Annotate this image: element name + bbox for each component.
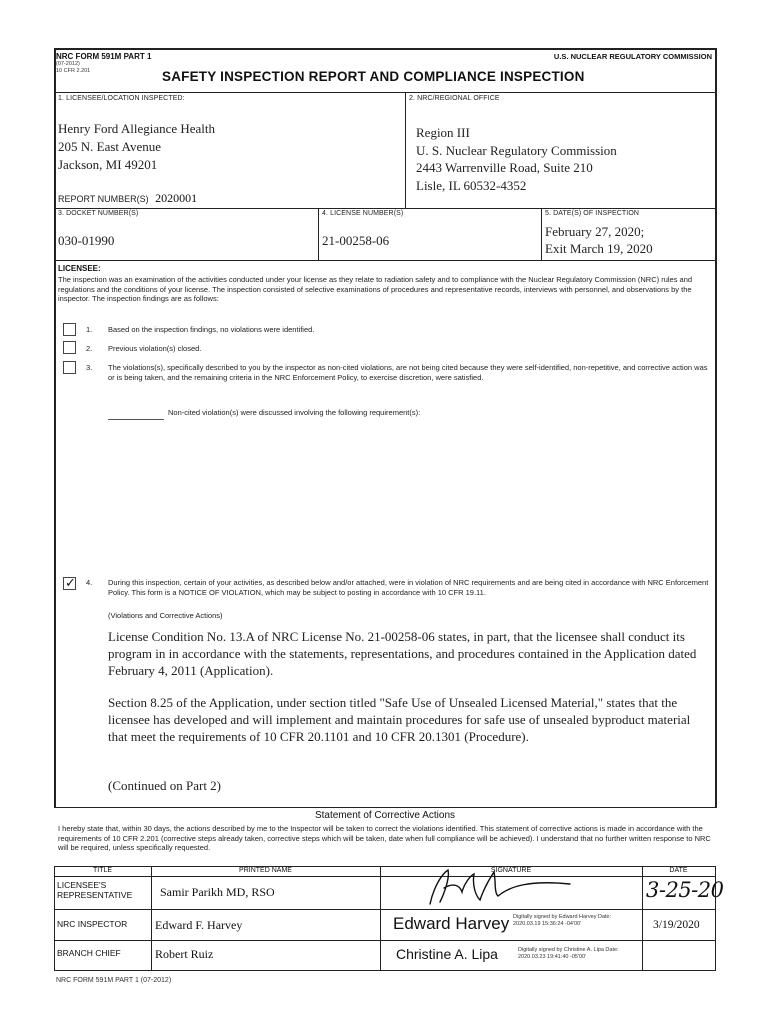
right-border [715,48,717,808]
header-date: DATE [669,867,688,874]
non-cited-blank [108,419,164,420]
violation-paragraph-1: License Condition No. 13.A of NRC License No. 21-00258-06 states, in part, that the licensee shall conduct its program in in accordance with the statements, representations, and procedures contained in the Application dated February 4, 2011 (Application). [108,629,697,678]
row-title: NRC INSPECTOR [57,919,128,929]
digital-signature-note: Digitally signed by Edward Harvey Date: 2020.03.19 15:36:24 -04'00' [513,914,612,927]
cfr-ref: 10 CFR 2.201 [56,68,91,74]
office-line: U. S. Nuclear Regulatory Commission [416,142,617,158]
row-date: 3/19/2020 [653,919,700,931]
table-col-line [54,866,55,970]
docket-label: 3. DOCKET NUMBER(S) [58,210,139,217]
form-date: (07-2012) [56,61,80,67]
item-2-text: Previous violation(s) closed. [108,344,202,353]
handwritten-signature [420,866,600,908]
item-3-number: 3. [86,363,93,372]
item-3-text: The violations(s), specifically described to you by the inspector as non-cited violations, are not being cited because they were self-identified, non-repetitive, and corrective action was or is being taken, and the remaining criteria in the NRC Enforcement Policy, to exercise discretion, were satisfied. [108,363,708,382]
digital-signature: Christine A. Lipa [396,946,498,962]
item-1-checkbox[interactable] [63,323,76,336]
licensee-location-label: 1. LICENSEE/LOCATION INSPECTED: [58,95,185,102]
item-4-number: 4. [86,578,93,587]
office-line: 2443 Warrenville Road, Suite 210 [416,160,593,175]
office-line: Lisle, IL 60532-4352 [416,177,527,193]
row-printed-name: Samir Parikh MD, RSO [160,885,275,899]
item-2-checkbox[interactable] [63,341,76,354]
row-date: 3-25-20 [646,878,724,902]
regional-office-label: 2. NRC/REGIONAL OFFICE [409,95,500,102]
report-number: 2020001 [155,191,198,205]
item-4-text: During this inspection, certain of your activities, as described below and/or attached, were in violation of NRC requirements and are being cited in accordance with NRC Enforcement Policy. This form is a NOTICE OF VIOLATION, which may be subject to posting in accordance with 10 CFR 19.11. [108,578,709,597]
header-divider [54,92,716,93]
non-cited-text: Non-cited violation(s) were discussed involving the following requirement(s): [168,408,421,417]
item-4-checkbox[interactable] [63,577,76,590]
table-col-line [151,866,152,970]
header-signature: SIGNATURE [490,867,532,874]
digital-signature-note: Digitally signed by Christine A. Lipa Date: 2020.03.23 19:41:40 -05'00' [518,947,619,960]
row-printed-name: Robert Ruiz [155,947,214,961]
row-divider [54,260,716,261]
corrective-heading: Statement of Corrective Actions [314,810,456,821]
table-bottom-line [54,970,716,971]
license-number: 21-00258-06 [322,233,390,248]
left-border [54,48,56,808]
item-2-number: 2. [86,344,93,353]
table-row-line [54,909,716,910]
report-number-label: REPORT NUMBER(S) [58,194,149,204]
digital-signature: Edward Harvey [393,914,510,933]
licensee-intro: The inspection was an examination of the activities conducted under your license as they relate to radiation safety and to compliance with the Nuclear Regulatory Commission (NRC) rules and regulations and the conditions of your license. The inspection consisted of selective examinations of procedures and representative records, interviews with personnel, and observations by the inspector. The inspection findings are as follows: [58,275,693,303]
row-title: LICENSEE'S REPRESENTATIVE [57,880,133,900]
top-border [54,48,716,50]
licensee-address [58,120,215,174]
corrective-text: I hereby state that, within 30 days, the actions described by me to the Inspector will be taken to correct the violations identified. This statement of corrective actions is made in accordance with the requirements of 10 CFR 2.201 (corrective steps already taken, corrective steps which will be taken, date when full compliance will be achieved). I understand that no further written response to NRC will be required, unless specifically requested. [58,824,711,852]
item-4-subheading: (Violations and Corrective Actions) [108,611,223,620]
docket-number: 030-01990 [58,233,115,248]
item-1-text: Based on the inspection findings, no violations were identified. [108,325,315,334]
page-title: SAFETY INSPECTION REPORT AND COMPLIANCE INSPECTION [162,69,585,84]
inspection-date-line: Exit March 19, 2020 [545,241,653,256]
header-title: TITLE [92,867,113,874]
office-line: Region III [416,125,470,140]
section-divider [54,807,716,808]
inspection-date-line: February 27, 2020; [545,224,645,239]
table-header-line [54,876,716,877]
dates-label: 5. DATE(S) OF INSPECTION [545,210,640,217]
row-printed-name: Edward F. Harvey [155,918,243,932]
report-number-row [58,189,197,207]
header-printed-name: PRINTED NAME [239,867,292,874]
row-divider [54,208,716,209]
item-1-number: 1. [86,325,93,334]
licensee-line: Jackson, MI 49201 [58,157,158,172]
table-row-line [54,940,716,941]
licensee-line: Henry Ford Allegiance Health [58,121,216,136]
row-title: BRANCH CHIEF [57,948,121,958]
licensee-heading: LICENSEE: [58,264,101,273]
inspection-dates [545,223,653,257]
item-3-checkbox[interactable] [63,361,76,374]
form-name: NRC FORM 591M PART 1 [56,52,152,61]
form-footer: NRC FORM 591M PART 1 (07-2012) [56,977,172,984]
continued-note: (Continued on Part 2) [108,778,222,793]
box-divider [405,92,406,208]
violation-paragraph-2: Section 8.25 of the Application, under section titled "Safe Use of Unsealed Licensed Material," states that the licensee has developed and will implement and maintain procedures for safe use of unsealed byproduct material that meet the requirements of 10 CFR 20.1101 and 10 CFR 20.1301 (Procedure). [108,695,691,744]
office-address [416,124,617,194]
check-mark-icon: ✓ [65,575,76,590]
license-label: 4. LICENSE NUMBER(S) [322,210,404,217]
table-col-line [642,866,643,970]
docket-divider [318,208,319,260]
licensee-line: 205 N. East Avenue [58,139,162,154]
agency-name: U.S. NUCLEAR REGULATORY COMMISSION [553,52,712,61]
table-col-line [380,866,381,970]
license-divider [541,208,542,260]
